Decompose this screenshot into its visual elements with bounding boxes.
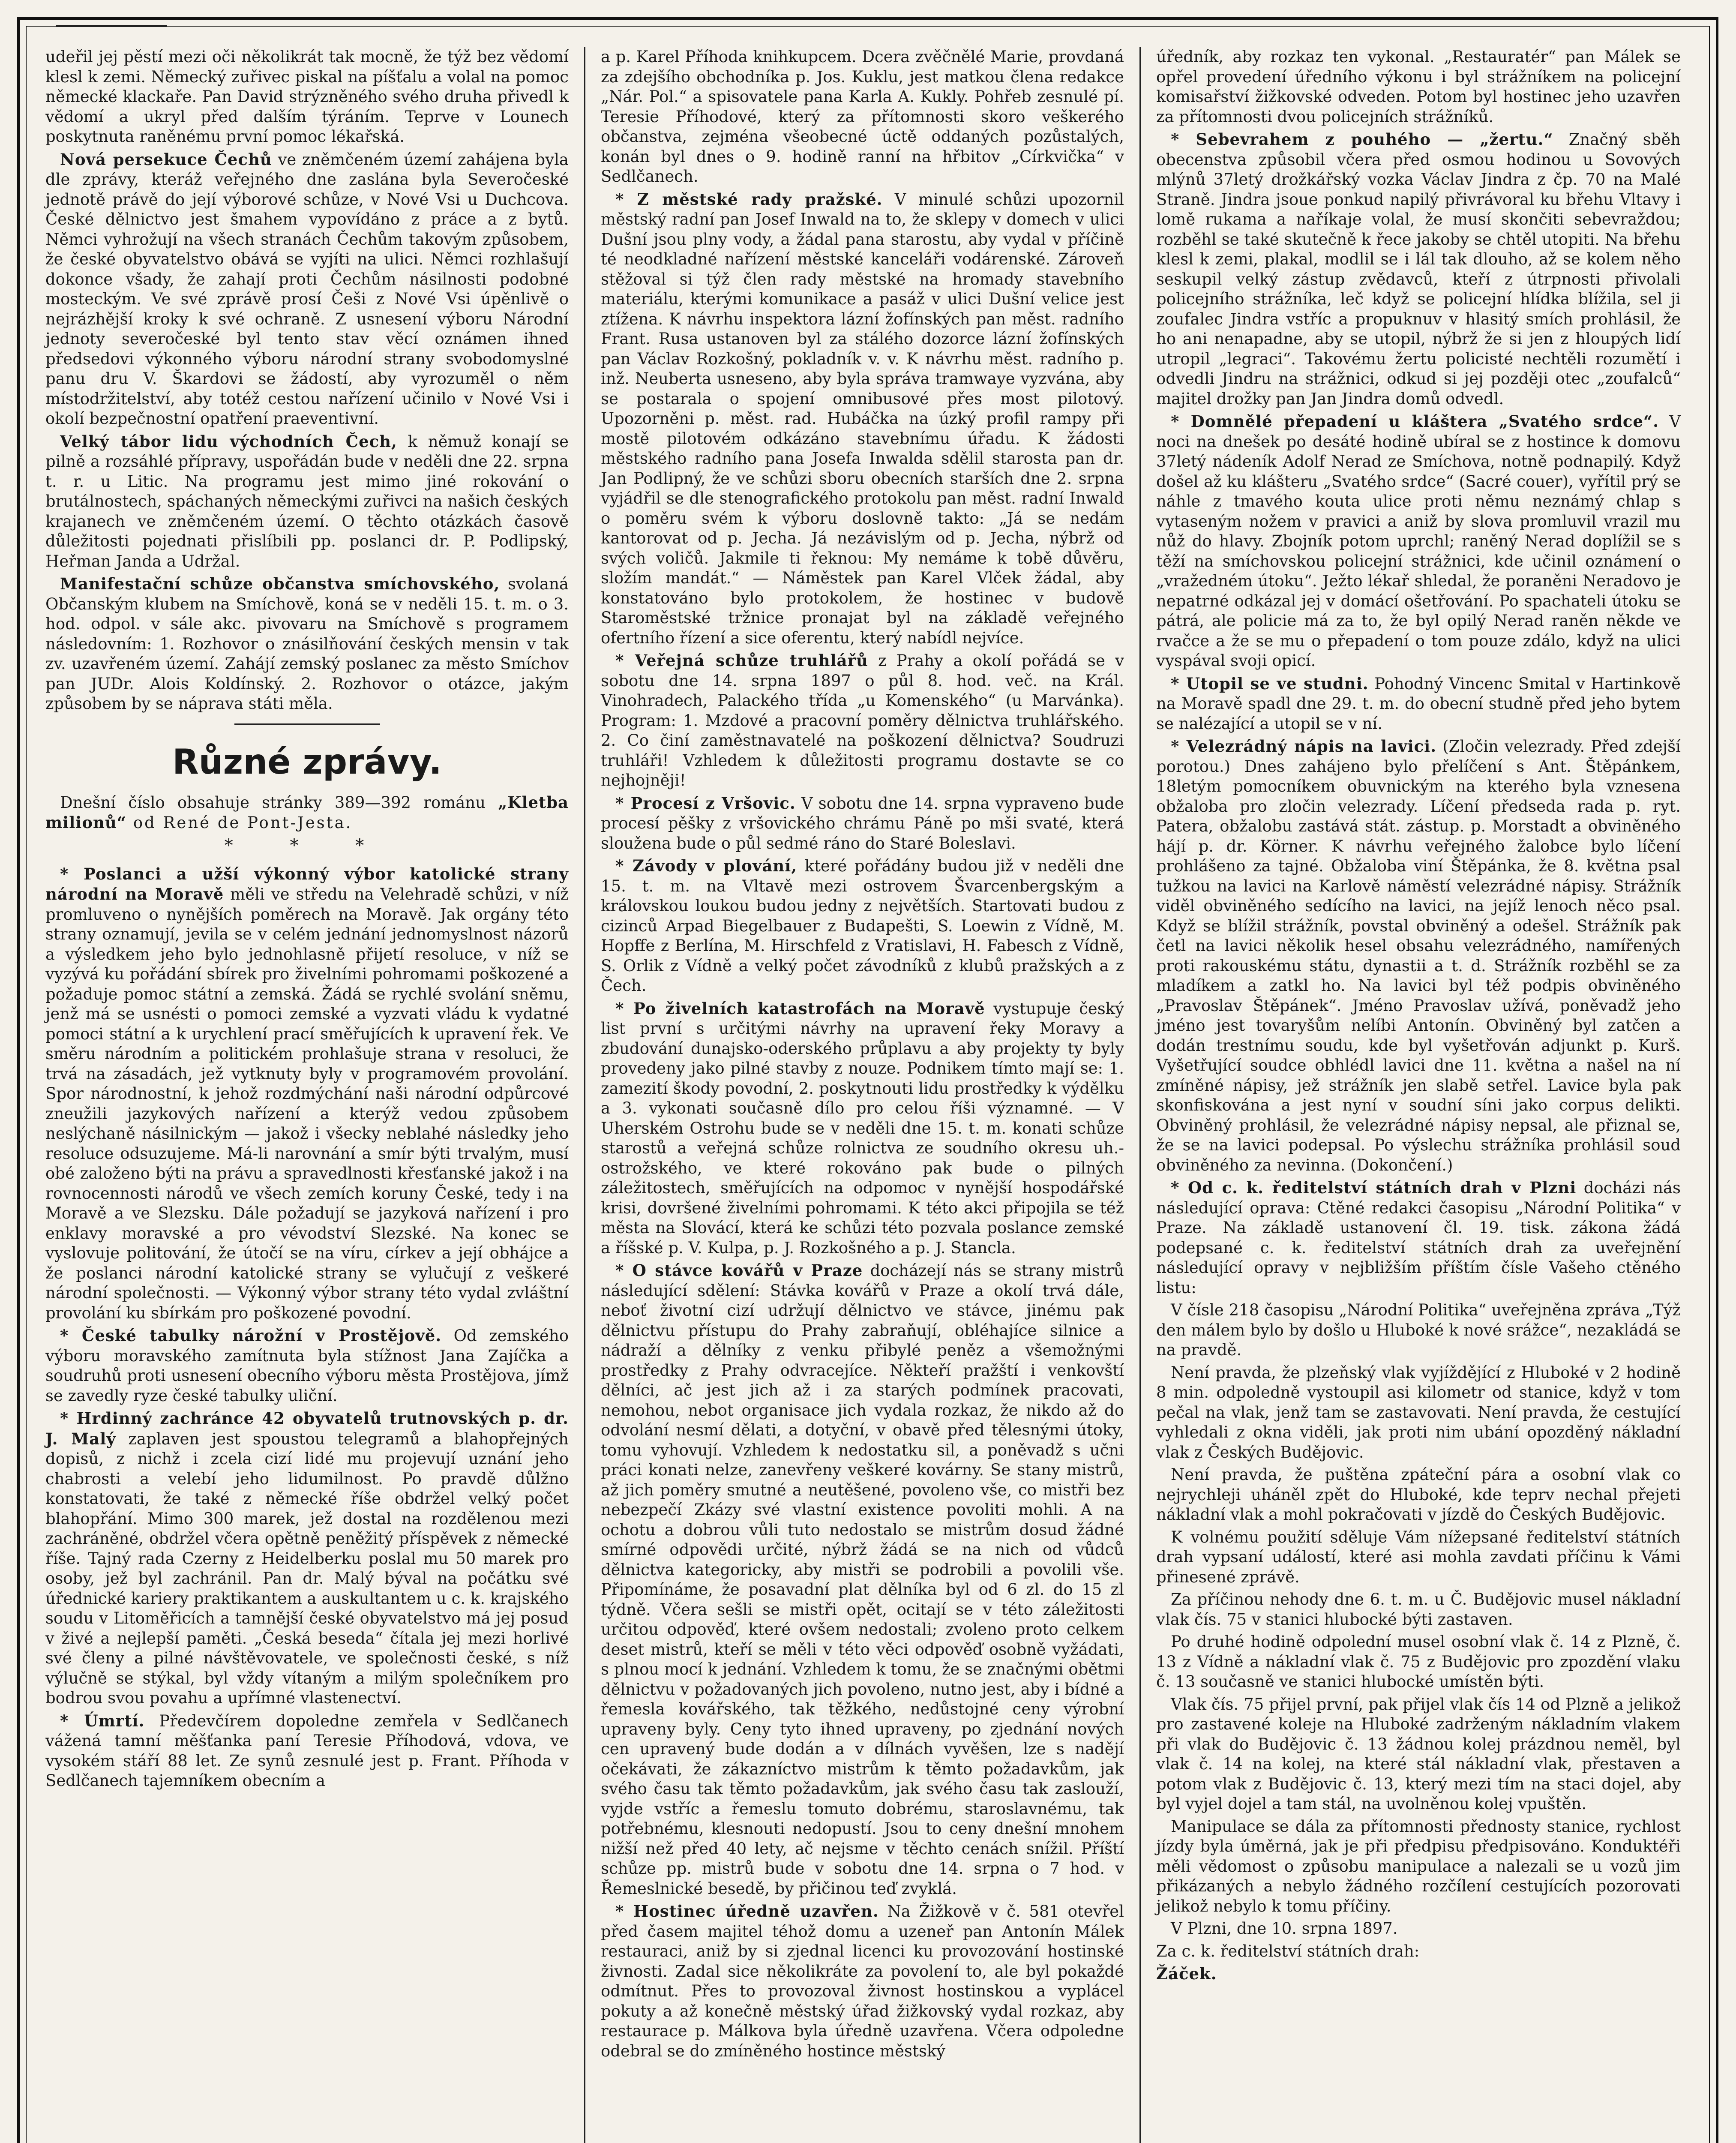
article-heading: * Hrdinný zachránce 42 obyvatelů trutnovských p. dr. J. Malý	[45, 1409, 569, 1448]
article-body: ve zněmčeném území zahájena byla dle zprávy, kteráž veřejného dne zaslána byla Severočeské jednotě právě do její výborové schůze, v Nové Vsi u Duchcova. České dělnictvo jest šmahem vypovídáno z práce a z bytů. Němci vyhrožují na všech stranách Čechům takovým způsobem, že české obyvatelstvo obává se vyjíti na ulici. Němci rozhlašují dokonce všady, že zahají proti Čechům násilnosti podobné mosteckým. Ve své zprávě prosí Češi z Nové Vsi úpěnlivě o nejrázhější kroky k své ochraně. Z usnesení výboru Národní jednoty severočeské byl tento stav věcí oznámen ihned předsedovi výkonného výboru národní strany svobodomyslné panu dru V. Škardovi se žádostí, aby vyrozuměl o něm místodržitelství, aby totéž cestou nařízení učinilo v Nové Vsi i okolí bezpečnostní opatření praeventivní.	[45, 150, 569, 428]
novel-notice	[45, 792, 569, 833]
correction-paragraph: Po druhé hodině odpolední musel osobní vlak č. 14 z Plzně, č. 13 z Vídně a nákladní vlak č. 75 z Budějovic pro zpozdění vlaku č. 13 současně ve stanici hlubocké umístěn býti.	[1156, 1633, 1681, 1691]
article-body: k němuž konají se pilně a rozsáhlé přípravy, uspořádán bude v neděli dne 22. srpna t. r. u Litic. Na programu jest mimo jiné rokování o brutálnostech, spáchaných německými zuřivci na našich českých krajanech ve zněmčeném území. O těchto otázkách časově důležitosti pojednati přislíbili pp. poslanci dr. P. Podlipský, Heřman Janda a Udržal.	[45, 432, 569, 570]
column-2	[585, 47, 1141, 2143]
article-heading: Manifestační schůze občanstva smíchovského,	[60, 574, 500, 593]
article-velezradny-napis	[1156, 736, 1681, 1175]
article-body: Pohodný Vincenc Smital v Hartinkově na Moravě spadl dne 29. t. m. do obecní studně před jeho bytem se nalézající a utopil se v ní.	[1156, 674, 1681, 733]
article-heading: * Procesí z Vršovic.	[615, 793, 796, 813]
article-body: docházi nás následující oprava: Ctěné redakci časopisu „Národní Politika“ v Praze. Na základě ustanovení čl. 19. tisk. zákona žádá podepsané c. k. ředitelství státních drah za uveřejnění následující opravy v nejbližším příštím čísle Vašeho ctěného listu:	[1156, 1179, 1681, 1297]
article-heading: Velký tábor lidu východních Čech,	[60, 432, 397, 451]
signed-by: Za c. k. ředitelství státních drah:	[1156, 1942, 1420, 1960]
article-body: měli ve středu na Velehradě schůzi, v níž promluveno o nynějších poměrech na Moravě. Jak orgány této strany oznamují, jevila se v celém jednání jednomyslnost názorů a výsledkem jeho bylo jednohlasně přijetí resoluce, v níž se vyzývá ku pořádání sbírek pro živelními pohromami poškozené a požaduje pomoc státní a zemská. Žádá se rychlé svolání sněmu, jenž má se usnésti o pomoci zemské a vyzvati vládu k vydatné pomoci státní a k urychlení prací směřujících k upravení řek. Ve směru národním a politickém prohlašuje strana v resoluci, že trvá na zásadách, jež vytknuty byly v programovém provolání. Spor národnostní, k jehož rozdmýchání naši národní odpůrcové zneužili jazykových nařízení a kterýž vedou způsobem neslýchaně násilnickým — jakož i všecky neblahé následky jeho resoluce odsuzujeme. Má-li narovnání a smír býti trvalým, musí obé založeno býti na právu a spravedlnosti křesťanské jakož i na rovnocennosti národů ve všech zemích koruny České, tedy i na Moravě a ve Slezsku. Dále požadují se jazyková nařízení i pro enklavy moravské a pro vévodství Slezské. Na konec se vyslovuje politování, že útočí se na víru, církev a její obhájce a že poslanci národní katolické strany se vylučují z veškeré národní společnosti. — Výkonný výbor strany této vydal zvláštní provolání ku sbírkám pro poškozené povodní.	[45, 885, 569, 1322]
article-prepadeni	[1156, 411, 1681, 671]
article-heading: * Velezrádný nápis na lavici.	[1171, 737, 1437, 756]
article-velky-tabor	[45, 432, 569, 572]
article-katastrofy	[601, 999, 1124, 1258]
article-zavody	[601, 856, 1124, 996]
article-body: zaplaven jest spoustou telegramů a blahopřejných dopisů, z nichž i zcela cizí lidé mu projevují uznání jeho chabrosti a velebí jeho lidumilnost. Po pravdě důlžno konstatovati, že také z německé říše obdržel velký počet blahopřání. Mimo 300 marek, jež dostal na rozdělenou mezi zachráněné, obdržel včera opětně peněžitý příspěvek z německé říše. Tajný rada Czerny z Heidelberku poslal mu 50 marek pro osoby, jež byl zachránil. Pan dr. Malý býval na počátku své úřednické kariery praktikantem a auskultantem u c. k. krajského soudu v Litoměřicích a tamnější české obyvatelstvo má jej posud v živé a nejlepší paměti. „Česká beseda“ čítala jej mezi horlivé své členy a pilné návštěvovatele, ve společnosti české, s níž výlučně se stýkal, byl vždy vítaným a milým společníkem pro bodrou svou povahu a upřímné vlastenectví.	[45, 1429, 569, 1707]
article-body: V noci na dnešek po desáté hodině ubíral se z hostince k domovu 37letý nádeník Adolf Nerad ze Smíchova, notně podnapilý. Když došel až ku klášteru „Svatého srdce“ (Sacré couer), vyřítil prý se náhle z tmavého kouta ulice proti němu neznámý chlap s vytaseným nožem v pravici a aniž by slova promluvil vrazil mu nůž do hlavy. Zbojník potom uprchl; raněný Nerad doplížil se s těží na smíchovskou policejní strážnici, kde učinil oznámení o „vražedném útoku“. Ježto lékař shledal, že poraněni Neradovo je nepatrné odkázal jej v domácí ošetřování. Po spachateli útoku se pátrá, ale policie má za to, že byl opilý Nerad raněn někde ve rvačce a že se mu o přepadení o tom pouze zdálo, když na ulici vyspával svoji opicí.	[1156, 412, 1681, 670]
article-heading: * Utopil se ve studni.	[1171, 674, 1369, 693]
article-sebevrah	[1156, 129, 1681, 409]
article-heading: * Závody v plování,	[615, 856, 798, 875]
article-ceske-tabulky	[45, 1326, 569, 1406]
article-heading: * Z městské rady pražské.	[615, 189, 883, 209]
article-manifestacni-schuze	[45, 574, 569, 714]
article-mestska-rada	[601, 189, 1124, 648]
article-body: Od zemského výboru moravského zamítnuta byla stížnost Jana Zajíčka a soudruhů proti usnesení obecního výboru města Prostějova, jímž se zavedly ryze české tabulky uliční.	[45, 1327, 569, 1405]
divider	[234, 723, 380, 725]
article-body: docházejí nás se strany mistrů následující sdělení: Stávka kovářů v Praze a okolí trvá dále, neboť životní cizí udržují dělnictvo ve stávce, jinému pak dělnictvu přístupu do Prahy zabraňují, obléhajíce silnice a nádraží a dělníky z venku přibylé peněz a všemožnými prostředky z Prahy odvracejíce. Někteří pražští i venkovští dělníci, ač jest jich až i za starých podmínek pracovati, nemohou, nebot organisace jich vydala rozkaz, že nikdo až do odvolání nesmí dělati, a dotyční, v obavě před tělesnými útoky, tomu vyhovují. Vzhledem k nedostatku sil, a poněvadž s učni práci konati nelze, zanevřeny veškeré kovárny. Se stany mistrů, až jich poměry smutné a neutěšené, povoleno vše, co mistři bez nebezpečí Zkázy své vlastní existence povoliti mohli. A na ochotu a dobrou vůli tuto nedostalo se mistrům dosud žádné smírné odpovědi určité, nýbrž žádá se na nich od vůdců dělnictva kategoricky, aby mistři se podrobili a povolili vše. Připomínáme, že posavadní plat dělníka byl od 6 zl. do 15 zl týdně. Včera sešli se mistři opět, ocitají se v této záležitosti určitou odpověď, které ovšem nedostali; zvoleno proto celkem deset mistrů, kteří se měli v této věci odpověď osobně vyžádati, s plnou mocí k jednání. Vzhledem k tomu, že se značnými obětmi dělnictvu v požadovaných jich povoleno, nutno jest, aby i bídné a řemesla kovářského, tak těžkého, nedůstojné ceny výrobní upraveny byly. Ceny tyto ihned upraveny, po zjednání nových cen upravený bude dodán a v dílnách vyvěšen, lze s nadějí očekávati, že zákazníctvo mistrům k těmto požadavkům, jak svého času tak těmto požadavkům, jak svého času tak zaslouží, vyjde vstříc a řemeslu tomuto dobrému, staroslavnému, tak potřebnému, klesnouti nedopustí. Jsou to ceny dnešní mnohem nižší než před 40 lety, ač nejsme v těchto cenách snížil. Příští schůze pp. mistrů bude v sobotu dne 14. srpna o 7 hod. v Řemeslnické besedě, by přičinou teď zvyklá.	[601, 1261, 1124, 1898]
article-heading: * Úmrtí.	[60, 1711, 145, 1730]
correction-paragraph: Není pravda, že plzeňský vlak vyjíždějící z Hluboké v 2 hodině 8 min. odpoledně vystoupil asi kilometr od stanice, když v tom pečal na vlak, jenž tam se zastavovati. Není pravda, že cestující vyhledali z okna viděli, jak proti nim ubání opozděný nákladní vlak z Českých Budějovic.	[1156, 1363, 1681, 1462]
place-date: V Plzni, dne 10. srpna 1897.	[1171, 1919, 1398, 1938]
article-reditelstvi-drah	[1156, 1178, 1681, 1298]
section-title: Různé zprávy.	[172, 741, 442, 782]
article-body: Značný sběh obecenstva způsobil včera před osmou hodinou u Sovových mlýnů 37letý drožkářský vozka Václav Jindra z čp. 70 na Malé Straně. Jindra jsoue ponkud napilý přivrávoral ku břehu Vltavy i lomě rukama a naříkaje volal, že musí skončiti sebevraždou; rozběhl se také skutečně k řece jakoby se chtěl utopiti. Na břehu klesl k zemi, plakal, modlil se i lál tak dlouho, až se kolem něho seskupil velký zástup zvědavců, kteří z útrpnosti přivolali policejního strážníka, leč když se policejní hlídka blížila, sel ji zoufalec Jindra vstříc a propuknuv v hlasitý smích prohlásil, že ho ani nenapadne, aby se utopil, nýbrž že si jen z hloupých lidí utropil „legraci“. Takovému žertu policisté nechtěli rozumětí i odvedli Jindru na strážnici, odkud si jej později otec „zoufalců“ majitel drožky pan Jan Jindra domů odvedl.	[1156, 130, 1681, 408]
novel-author: od René de Pont-Jesta.	[126, 813, 353, 832]
novel-notice-text: Dnešní číslo obsahuje stránky 389—392 románu	[60, 793, 498, 812]
novel-title: „Kletba milionů“	[45, 792, 569, 832]
article-heading: Nová persekuce Čechů	[60, 150, 272, 169]
article-continuation: a p. Karel Příhoda knihkupcem. Dcera zvěčnělé Marie, provdaná za zdejšího obchodníka p. Jos. Kuklu, jest matkou člena redakce „Nár. Pol.“ a spisovatele pana Karla A. Kukly. Pohřeb zesnulé pí. Teresie Příhodové, který za přítomnosti skoro veškerého občanstva, zejména všeobecné úctě oddaných pozůstalých, konán byl dnes o 9. hodině ranní na hřbitov „Církvička“ v Sedlčanech.	[601, 48, 1124, 186]
article-body: (Zločin velezrady. Před zdejší porotou.) Dnes zahájeno bylo přelíčení s Ant. Štěpánkem, 18letým pomocníkem obuvnickým na kterého byla vznesena obžaloba pro zločin velezrady. Líčení předseda rada p. ryt. Patera, obžalobu zastává stát. zástup. p. Morstadt a obviněného hájí p. dr. Körner. K návrhu veřejného žalobce bylo líčení prohlášeno za tajné. Obžaloba viní Štěpánka, že 8. května psal tužkou na lavici na Karlově náměstí velezrádné nápisy. Strážník viděl obviněného sedícího na lavici, na jejíž lenoch něco psal. Když se blížil strážník, povstal obviněný a odešel. Strážník pak četl na lavici několik hesel obsahu velezrádného, namířených proti rakouskému státu, dynastii a t. d. Strážník rozběhl se za mladíkem a zatkl ho. Na lavici byl též podpis obviněného „Pravoslav Štěpánek“. Jméno Pravoslav užívá, poněvadž jeho jméno jest tovaryšům nelíbi Antonín. Obviněný byl zatčen a dodán trestnímu soudu, kde byl vyšetřován adjunkt p. Kurš. Vyšetřující soudce obhlédl lavici dne 11. května a našel na ní zmíněné nápisy, jež strážník jen slabě setřel. Lavice byla pak skonfiskována a jest nyní v soudní síni jako corpus delikti. Obviněný prohlásil, že velezrádné nápisy nepsal, ale přiznal se, že se na lavici podepsal. Po výslechu strážníka prohlásil soud obviněného za nevinna. (Dokončení.)	[1156, 737, 1681, 1174]
article-body: svolaná Občanským klubem na Smíchově, koná se v neděli 15. t. m. o 3. hod. odpol. v sále akc. pivovaru na Smíchově s programem následovním: 1. Rozhovor o znásilňování českých mensin v tak zv. uzavřeném území. Zahájí zemský poslanec za město Smíchov pan JUDr. Alois Koldínský. 2. Rozhovor o otázce, jakým způsobem by se náprava státi měla.	[45, 575, 569, 713]
column-1	[30, 47, 585, 2143]
article-heading: * Od c. k. ředitelství státních drah v Plzni	[1171, 1178, 1577, 1197]
article-utopil	[1156, 674, 1681, 734]
article-body: Předevčírem dopoledne zemřela v Sedlčanech vážená tamní měšťanka paní Teresie Příhodová, vdova, ve vysokém stáří 88 let. Ze synů zesnulé jest p. Frant. Příhoda v Sedlčanech tajemníkem obecním a	[45, 1711, 569, 1790]
newspaper-columns	[30, 47, 1697, 2143]
article-heading: * Poslanci a užší výkonný výbor katolické strany národní na Moravě	[45, 864, 569, 903]
article-heading: * Sebevrahem z pouhého — „žertu.“	[1171, 130, 1553, 149]
correction-paragraph: V čísle 218 časopisu „Národní Politika“ uveřejněna zpráva „Týž den málem bylo by došlo u Hluboké k nové srážce“, nezakládá se na pravdě.	[1156, 1301, 1681, 1359]
article-heading: * O stávce kovářů v Praze	[615, 1261, 863, 1280]
article-hostinec	[601, 1901, 1124, 2061]
article-poslanci	[45, 864, 569, 1324]
article-truhlari	[601, 651, 1124, 791]
correction-paragraph: Manipulace se dála za přítomnosti přednosty stanice, rychlost jízdy byla úměrná, jak je při předpisu předpisováno. Konduktéři měli vědomost o způsobu manipulace a nalezali se u vozů jim přikázaných a nebylo žádného rozčílení cestujících pozorovati jelikož nebylo k tomu příčiny.	[1156, 1817, 1681, 1915]
article-body: z Prahy a okolí pořádá se v sobotu dne 14. srpna 1897 o půl 8. hod. več. na Král. Vinohradech, Palackého třída „u Komenského“ (u Marvánka). Program: 1. Mzdové a pracovní poměry dělnictva truhlářského. 2. Co činí zaměstnavatelé na poškození dělnictva? Soudruzi truhláři! Vzhledem k důležitosti programu dostavte se co nejhojněji!	[601, 651, 1124, 789]
article-nova-persekuce	[45, 150, 569, 429]
article-body: V minulé schůzi upozornil městský radní pan Josef Inwald na to, že sklepy v domech v ulici Dušní jsou plny vody, a žádal pana starostu, aby vydal v příčině té neodkladné nařízení městské kanceláři vodárenské. Zároveň stěžoval si týž člen rady městské na hromady stavebního materiálu, kterými komunikace a pasáž v ulici Dušní velice jest ztížena. K návrhu inspektora lázní žofínských pan měst. radního Frant. Rusa ustanoven byl za stálého dozorce lázní žofínských pan Václav Rozkošný, pokladník v. v. K návrhu měst. radního p. inž. Neuberta usneseno, aby byla správa tramwaye vyzvána, aby se postarala o spojení omnibusové přes most pilotový. Upozorněni p. měst. rad. Hubáčka na úzký profil rampy při mostě pilotovém odkázáno stavebnímu úřadu. K žádosti městského radního pana Josefa Inwalda sdělil starosta pan dr. Jan Podlipný, že ve schůzi sboru obecních starších dne 2. srpna vyjádřil se dle stenografického protokolu pan měst. radní Inwald o poměru svém k výboru doslovně takto: „Já se nedám kantorovat od p. Jecha. Já nezávislým od p. Jecha, nýbrž od svých voličů. Jakmile ti řeknou: My nemáme k tobě důvěru, složím mandát.“ — Náměstek pan Karel Vlček žádal, aby konstatováno bylo protokolem, že hostinec v budově Staroměstské tržnice pronajat byl na základě veřejného ofertního řízení a sice oferentu, který nabídl nejvíce.	[601, 190, 1124, 647]
stars-separator: * * *	[224, 835, 390, 855]
article-stavka-kovaru	[601, 1261, 1124, 1899]
article-heading: * České tabulky nárožní v Prostějově.	[60, 1326, 442, 1345]
correction-paragraph: Vlak čís. 75 přijel první, pak přijel vlak čís 14 od Plzně a jelikož pro zastavené koleje na Hluboké zadrženým nákladním vlakem při vlak do Budějovic č. 13 žádnou kolej prázdnou neměl, byl vlak č. 14 na kolej, na které stál nákladní vlak, přestaven a potom vlak z Budějovic č. 13, který mezi tím na staci dojel, aby byl vyjel dojel a tam stál, na uvolněnou kolej vpuštěn.	[1156, 1695, 1681, 1813]
article-heading: * Hostinec úředně uzavřen.	[615, 1902, 879, 1921]
correction-paragraph: Za příčinou nehody dne 6. t. m. u Č. Budějovic musel nákladní vlak čís. 75 v stanici hlubocké býti zastaven.	[1156, 1590, 1681, 1629]
article-heading: * Po živelních katastrofách na Moravě	[615, 999, 985, 1018]
article-continuation: udeřil jej pěstí mezi oči několikrát tak mocně, že týž bez vědomí klesl k zemi. Německý zuřivec piskal na píšťalu a volal na pomoc německé klackaře. Pan David strýzněného svého druha přivedl k vědomí a ukryl před dalším týráním. Teprve v Lounech poskytnuta raněnému první pomoc lékařská.	[45, 48, 569, 146]
article-body: V sobotu dne 14. srpna vypraveno bude procesí pěšky z vršovického chrámu Páně po mši svaté, která sloužena bude o půl sedmé ráno do Staré Boleslavi.	[601, 794, 1124, 852]
article-umrti	[45, 1711, 569, 1791]
article-body: které pořádány budou již v neděli dne 15. t. m. na Vltavě mezi ostrovem Švarcenbergským a královskou loukou budou jedny z největších. Startovati budou z cizinců Arpad Biegelbauer z Budapešti, S. Loewin z Vídně, M. Hopffe z Berlína, M. Hirschfeld z Vratislavi, H. Fabesch z Vídně, S. Orlik z Vídně a velký počet závodníků z klubů pražských a z Čech.	[601, 857, 1124, 995]
correction-paragraph: K volnému použití sděluje Vám nížepsané ředitelství státních drah vypsaní událostí, které asi mohla zavdati příčinu k Vámi přinesené zprávě.	[1156, 1528, 1681, 1586]
correction-paragraph: Není pravda, že puštěna zpáteční pára a osobní vlak co nejrychleji uháněl zpět do Hluboké, kde teprv nechal přejeti nákladní vlak a mohl pokračovati v jízdě do Českých Budějovic.	[1156, 1465, 1681, 1524]
article-heading: * Veřejná schůze truhlářů	[615, 651, 868, 670]
signer-name: Žáček.	[1156, 1964, 1217, 1983]
column-3	[1141, 47, 1696, 2143]
article-body: vystupuje český list první s určitými návrhy na upravení řeky Moravy a zbudování dunajsko-oderského průplavu a aby projekty ty byly provedeny jako pilné stavby z nouze. Podnikem tímto mají se: 1. zamezití škody povodní, 2. poskytnouti lidu prostředky k výdělku a 3. vykonati současně dílo pro celou říši významné. — V Uherském Ostrohu bude se v neděli dne 15. t. m. konati schůze starostů a veřejná schůze rolnictva ze soudního okresu uh.-ostrožského, ve které rokováno pak bude o pilných záležitostech, směřujících na odpomoc v nynější hospodářské krisi, dovršené živelními pohromami. K této akci připojila se též města na Slovácí, která ke schůzi této pozvala poslance zemské a říšské p. V. Kulpa, p. J. Rozkošného a p. J. Stancla.	[601, 999, 1124, 1257]
article-heading: * Domnělé přepadení u kláštera „Svatého srdce“.	[1171, 412, 1659, 431]
article-continuation: úředník, aby rozkaz ten vykonal. „Restauratér“ pan Málek se opřel provedení úředního výkonu i byl strážníkem na policejní komisařství žižkovské odveden. Potom byl hostinec jeho uzavřen za přítomnosti dvou policejních strážníků.	[1156, 48, 1681, 126]
article-hrdinny-zachrance	[45, 1408, 569, 1708]
article-procesi	[601, 793, 1124, 854]
top-mark	[56, 25, 167, 27]
article-body: Na Žižkově v č. 581 otevřel před časem majitel téhož domu a uzeneř pan Antonín Málek restauraci, aniž by si zjednal licenci ku provozování hostinské živnosti. Zadal sice několikráte za povolení to, ale byl pokaždé odmítnut. Přes to provozoval živnost hostinskou a vyplácel pokuty a až konečně městský úřad žižkovský vydal rozkaz, aby restaurace p. Málkova byla úředně uzavřena. Včera odpoledne odebral se do zmíněného hostince městský	[601, 1902, 1124, 2060]
